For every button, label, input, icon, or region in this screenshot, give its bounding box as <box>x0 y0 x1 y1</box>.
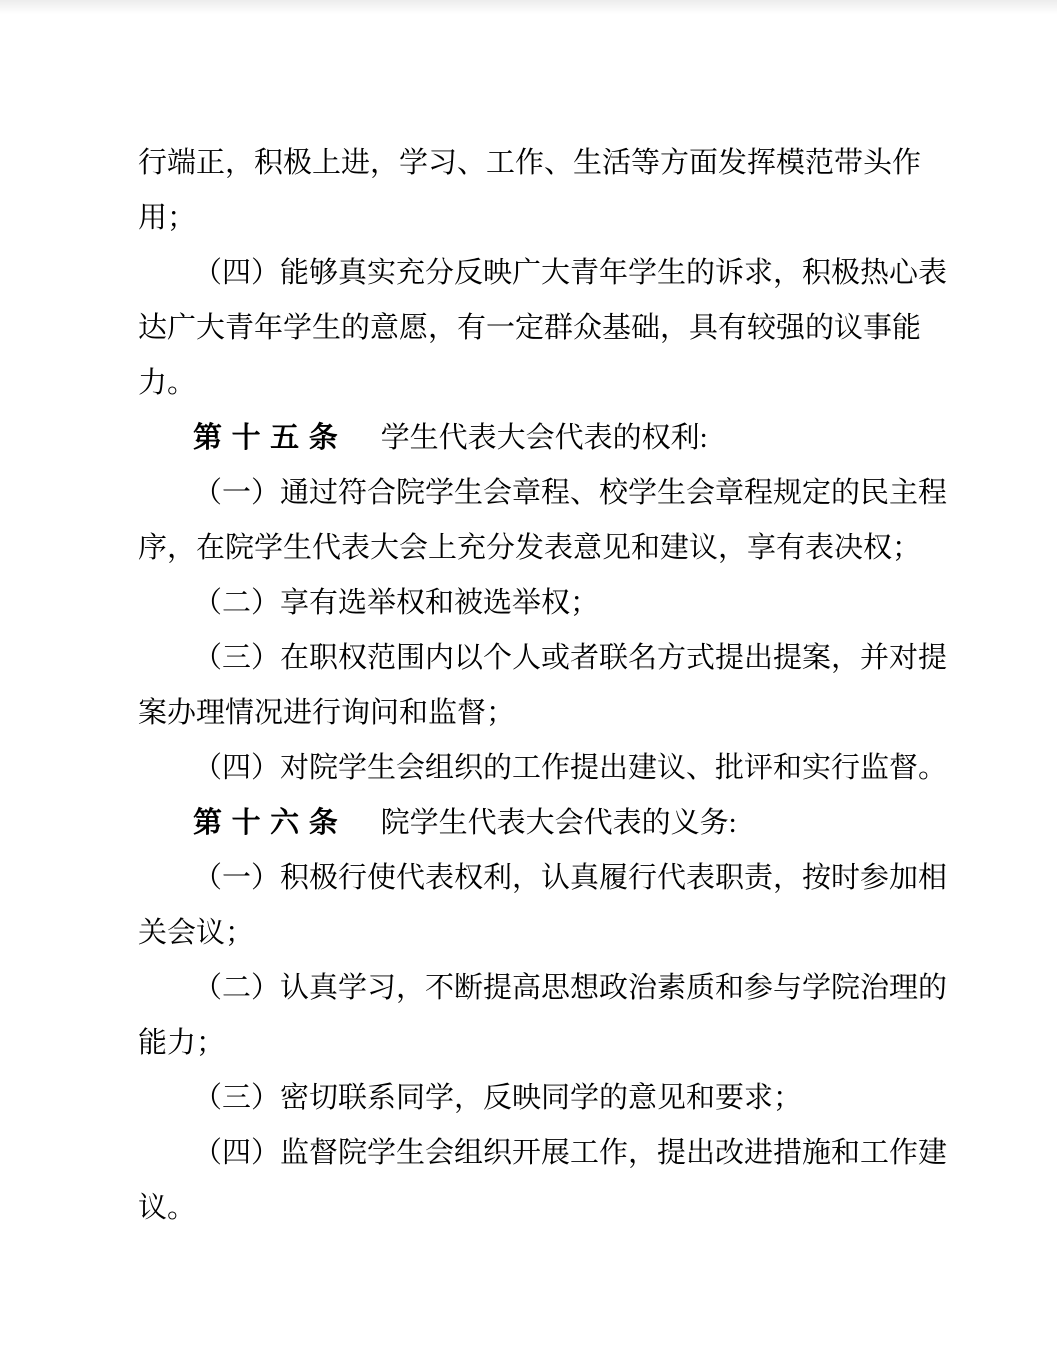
text-segment: （二）享有选举权和被选举权； <box>193 587 600 619</box>
page-top-shadow <box>0 0 1057 14</box>
text-line <box>138 246 948 301</box>
text-segment: （二）认真学习，不断提高思想政治素质和参与学院治理的 <box>193 972 948 1004</box>
text-line <box>138 961 948 1016</box>
text-segment: （四）监督院学生会组织开展工作，提出改进措施和工作建 <box>193 1137 948 1169</box>
text-segment: 学生代表大会代表的权利: <box>380 422 708 454</box>
text-segment: （三）密切联系同学，反映同学的意见和要求； <box>193 1082 803 1114</box>
text-segment: 序，在院学生代表大会上充分发表意见和建议，享有表决权； <box>138 532 922 564</box>
text-line <box>138 411 928 466</box>
text-line <box>138 906 928 961</box>
text-line <box>138 356 928 411</box>
text-segment: 达广大青年学生的意愿，有一定群众基础，具有较强的议事能 <box>138 312 922 344</box>
text-line <box>138 191 928 246</box>
text-line <box>138 1071 928 1126</box>
text-line <box>138 851 948 906</box>
text-segment: 用； <box>138 202 197 234</box>
text-line <box>138 631 948 686</box>
text-line <box>138 466 948 521</box>
text-line <box>138 686 928 741</box>
text-segment: （一）积极行使代表权利，认真履行代表职责，按时参加相 <box>193 862 948 894</box>
article-heading: 第十五条 <box>193 422 348 454</box>
text-segment: 能力； <box>138 1027 226 1059</box>
text-segment: （三）在职权范围内以个人或者联名方式提出提案，并对提 <box>193 642 948 674</box>
text-segment: 关会议； <box>138 917 255 949</box>
text-line <box>138 136 928 191</box>
text-segment: （四）对院学生会组织的工作提出建议、批评和实行监督。 <box>193 752 948 784</box>
text-segment: 力。 <box>138 367 197 399</box>
text-block <box>138 136 948 1236</box>
text-segment: 案办理情况进行询问和监督； <box>138 697 516 729</box>
text-segment: 院学生代表大会代表的义务: <box>380 807 737 839</box>
text-line <box>138 521 928 576</box>
article-heading: 第十六条 <box>193 807 348 839</box>
text-line <box>138 1016 928 1071</box>
text-segment: 行端正，积极上进，学习、工作、生活等方面发挥模范带头作 <box>138 147 922 179</box>
text-line <box>138 1126 948 1181</box>
text-segment: （四）能够真实充分反映广大青年学生的诉求，积极热心表 <box>193 257 948 289</box>
text-line <box>138 301 928 356</box>
text-line <box>138 1181 928 1236</box>
text-segment: （一）通过符合院学生会章程、校学生会章程规定的民主程 <box>193 477 948 509</box>
text-segment: 议。 <box>138 1192 197 1224</box>
text-line <box>138 796 928 851</box>
text-line <box>138 576 928 631</box>
text-line <box>138 741 948 796</box>
